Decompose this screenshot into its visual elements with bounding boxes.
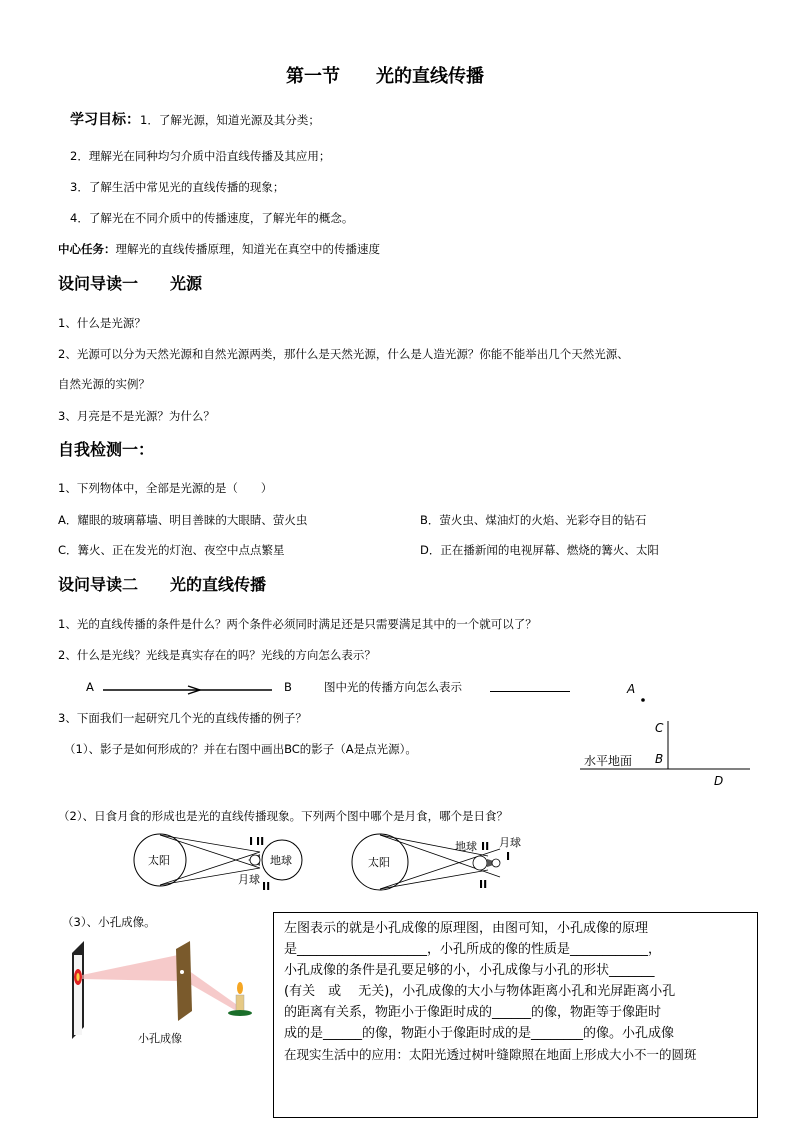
objective-4: 4．了解光在不同介质中的传播速度，了解光年的概念。 [70, 211, 354, 225]
pinhole [180, 970, 184, 974]
page-title: 第一节 光的直线传播 [286, 66, 484, 87]
box-line-4: (有关 或 无关)，小孔成像的大小与物体距离小孔和光屏距离小孔 [284, 984, 676, 999]
section2-title: 设问导读二 光的直线传播 [58, 575, 267, 594]
moon-circle [250, 855, 260, 865]
box-line-7: 在现实生活中的应用：太阳光透过树叶缝隙照在地面上形成大小不一的圆斑 [284, 1047, 697, 1062]
self-test-title: 自我检测一： [58, 440, 155, 459]
inverted-image-core [76, 973, 79, 981]
box-line-5: 的距离有关系，物距小于像距时成的______的像，物距等于像距时 [284, 1005, 662, 1020]
label-roman-2: II [481, 840, 490, 853]
light-ray-diagram [100, 684, 280, 696]
objectives-label: 学习目标： [70, 112, 140, 128]
earth-circle [473, 856, 487, 870]
option-b: B．萤火虫、煤油灯的火焰、光彩夺目的钻石 [420, 513, 647, 527]
section1-q2a: 2、光源可以分为天然光源和自然光源两类，那什么是天然光源，什么是人造光源？你能不能举出几个天然光源、 [58, 347, 629, 361]
ray-question [324, 679, 462, 695]
option-d: D．正在播新闻的电视屏幕、燃烧的篝火、太阳 [420, 543, 659, 557]
point-d-label: D [714, 774, 724, 788]
pinhole-text-box [273, 912, 758, 1118]
core-task [58, 241, 380, 257]
light-beam [82, 955, 178, 981]
objective-2: 2．理解光在同种均匀介质中沿直线传播及其应用； [70, 149, 331, 163]
box-line-1: 左图表示的就是小孔成像的原理图，由图可知，小孔成像的原理 [284, 921, 649, 936]
pinhole-board [176, 941, 192, 1021]
moon-label: 月球 [499, 836, 521, 849]
label-roman-2: II [479, 878, 488, 891]
section2-q2: 2、什么是光线？光线是真实存在的吗？光线的方向怎么表示？ [58, 648, 376, 662]
ray-question-text: 图中光的传播方向怎么表示 [324, 680, 462, 694]
pinhole-caption: 小孔成像 [138, 1032, 182, 1045]
ray-label-b: B [284, 680, 292, 694]
earth-label: 地球 [270, 854, 292, 867]
pinhole-figure [68, 935, 268, 1045]
objectives-line-1 [70, 112, 320, 128]
section1-title: 设问导读一 光源 [58, 274, 203, 293]
section2-sub2: （2）、日食月食的形成也是光的直线传播现象。下列两个图中哪个是月食，哪个是日食？ [58, 809, 509, 823]
objective-3: 3．了解生活中常见光的直线传播的现象； [70, 180, 285, 194]
candle-holder [228, 1010, 252, 1016]
point-c-label: C [655, 721, 664, 735]
section1-q1: 1、什么是光源？ [58, 316, 146, 330]
section1-q2b: 自然光源的实例？ [58, 377, 150, 391]
core-task-label: 中心任务： [58, 242, 116, 256]
section1-q3: 3、月亮是不是光源？为什么？ [58, 409, 215, 423]
option-a: A．耀眼的玻璃幕墙、明目善睐的大眼睛、萤火虫 [58, 513, 308, 527]
candle-flame-icon [237, 982, 243, 994]
box-line-6: 成的是______的像，物距小于像距时成的是________的像。小孔成像 [284, 1026, 675, 1041]
box-line-3: 小孔成像的条件是孔要足够的小，小孔成像与小孔的形状_______ [284, 963, 655, 978]
screen-surface [74, 955, 82, 1035]
label-roman-2: II [256, 835, 265, 848]
moon-label: 月球 [238, 873, 260, 886]
self-test-question: 1、下列物体中，全部是光源的是（ ） [58, 481, 273, 495]
label-roman-1: I [506, 850, 511, 863]
sun-label: 太阳 [368, 856, 390, 869]
section2-sub1: （1）、影子是如何形成的？并在右图中画出BC的影子（A是点光源）。 [64, 742, 417, 756]
label-roman-1: I [249, 835, 254, 848]
section2-q1: 1、光的直线传播的条件是什么？两个条件必须同时满足还是只需要满足其中的一个就可以了？ [58, 617, 537, 631]
section2-sub3: （3）、小孔成像。 [62, 915, 156, 929]
point-b-label: B [655, 752, 664, 766]
moon-circle [492, 859, 500, 867]
ray-label-a: A [86, 680, 94, 694]
candle [236, 995, 244, 1011]
answer-blank[interactable] [490, 691, 570, 692]
point-a-label: A [627, 682, 636, 696]
label-roman-2: II [262, 880, 271, 893]
ground-label: 水平地面 [584, 754, 633, 768]
shadow-figure [575, 676, 755, 792]
sun-label: 太阳 [148, 854, 170, 867]
eclipse-figure-2 [350, 832, 530, 896]
earth-label: 地球 [455, 840, 477, 853]
option-c: C．篝火、正在发光的灯泡、夜空中点点繁星 [58, 543, 285, 557]
point-source-a [641, 698, 645, 702]
objective-1: 1．了解光源，知道光源及其分类； [140, 113, 320, 127]
eclipse-figure-1 [130, 830, 310, 894]
core-task-text: 理解光的直线传播原理，知道光在真空中的传播速度 [115, 242, 380, 256]
box-line-2: 是____________________，小孔所成的像的性质是____________， [284, 942, 662, 957]
section2-q3: 3、下面我们一起研究几个光的直线传播的例子？ [58, 711, 307, 725]
